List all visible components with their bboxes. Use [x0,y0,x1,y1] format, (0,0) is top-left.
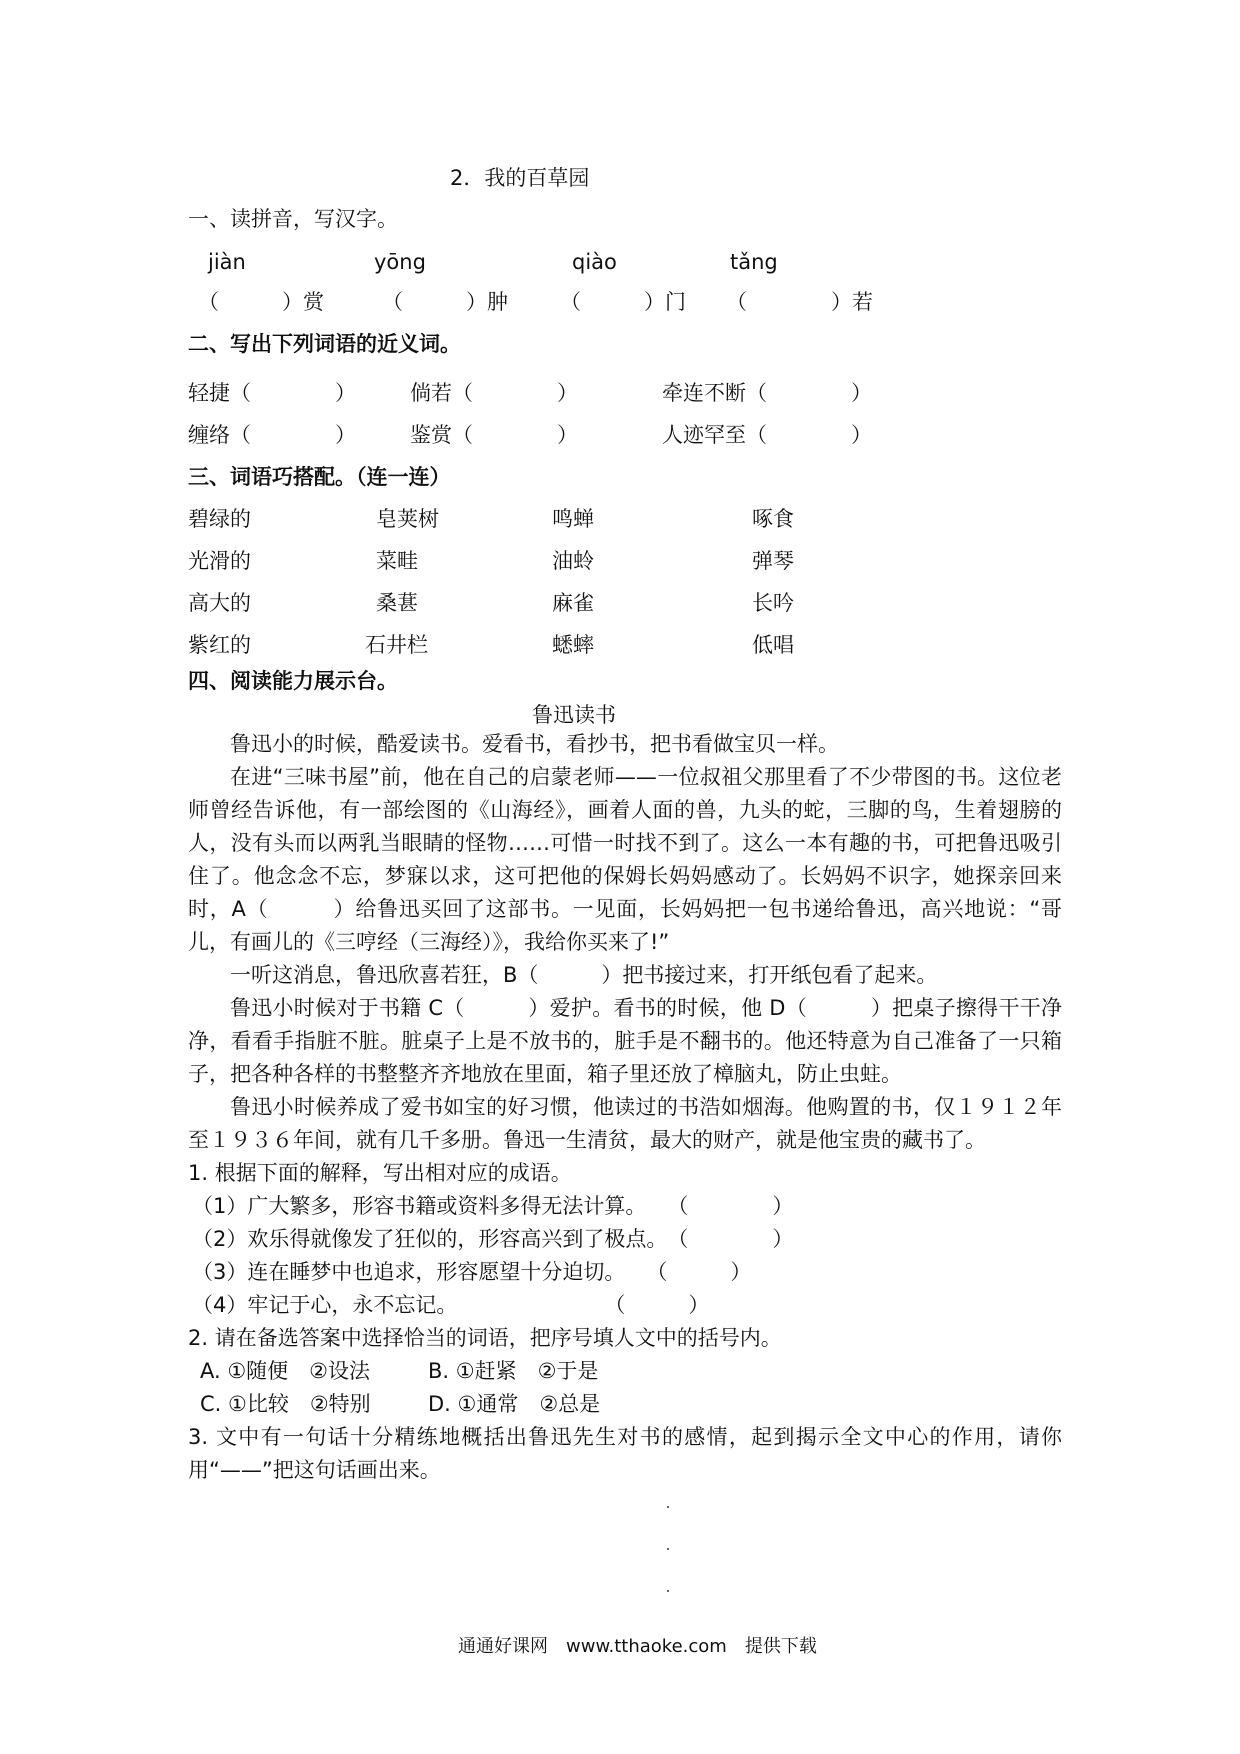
match-item: 菜畦 [376,549,418,573]
match-item: 麻雀 [552,591,594,615]
match-item: 弹琴 [752,549,794,573]
question-2: 2. 请在备选答案中选择恰当的词语，把序号填人文中的括号内。 [188,1326,782,1350]
pinyin-3: qiào [572,250,617,274]
footer-text: 通通好课网 www.tthaoke.com 提供下载 [458,1636,817,1657]
question-1-item: （1）广大繁多，形容书籍或资料多得无法计算。 （ ） [192,1194,794,1218]
question-1-item: （4）牢记于心，永不忘记。 （ ） [192,1293,710,1317]
question-1-item: （3）连在睡梦中也追求，形容愿望十分迫切。 （ ） [192,1260,752,1284]
passage-paragraph-5: 鲁迅小时候养成了爱书如宝的好习惯，他读过的书浩如烟海。他购置的书，仅１９１２年至１９３６年间，就有几千多册。鲁迅一生清贫，最大的财产，就是他宝贵的藏书了。 [188,1095,1062,1152]
match-item: 光滑的 [188,549,251,573]
passage-paragraph-1: 鲁迅小的时候，酷爱读书。爱看书，看抄书，把书看做宝贝一样。 [230,732,839,756]
pinyin-4: tǎng [730,250,778,274]
match-item: 鸣蝉 [552,507,594,531]
match-item: 桑葚 [376,591,418,615]
blank-2: （ ）肿 [382,290,508,314]
match-item: 油蛉 [552,549,594,573]
synonym-2: 倘若（ ） [410,381,578,405]
passage-title: 鲁迅读书 [532,703,616,727]
synonym-1: 轻捷（ ） [188,381,356,405]
match-item: 低唱 [752,633,794,657]
question-3: 3. 文中有一句话十分精练地概括出鲁迅先生对书的感情，起到揭示全文中心的作用，请你用“——”把这句话画出来。 [188,1425,1062,1482]
section1-heading: 一、读拼音，写汉字。 [188,207,398,231]
passage-paragraph-3: 一听这消息，鲁迅欣喜若狂，B（ ）把书接过来，打开纸包看了起来。 [230,963,938,987]
option-d: D. ①通常 ②总是 [428,1392,601,1416]
blank-4: （ ）若 [726,290,873,314]
match-item: 高大的 [188,591,251,615]
match-item: 石井栏 [365,633,428,657]
match-item: 紫红的 [188,633,251,657]
blank-1: （ ）赏 [198,290,324,314]
scan-dot [667,1506,669,1508]
section4-heading: 四、阅读能力展示台。 [188,669,398,693]
synonym-6: 人迹罕至（ ） [662,423,872,447]
section3-heading: 三、词语巧搭配。（连一连） [188,465,451,489]
option-c: C. ①比较 ②特别 [200,1392,371,1416]
passage-paragraph-4: 鲁迅小时候对于书籍 C（ ）爱护。看书的时候，他 D（ ）把桌子擦得干干净净，看看手指脏不脏。脏桌子上是不放书的，脏手是不翻书的。他还特意为自己准备了一只箱子，把各种各样的书整整齐齐地放在里面，箱子里还放了樟脑丸，防止虫蛀。 [188,996,1062,1086]
match-item: 啄食 [752,507,794,531]
option-a: A. ①随便 ②设法 [200,1359,370,1383]
synonym-4: 缠络（ ） [188,423,356,447]
pinyin-1: jiàn [208,250,246,274]
match-item: 蟋蟀 [552,633,594,657]
synonym-5: 鉴赏（ ） [410,423,578,447]
question-1-item: （2）欢乐得就像发了狂似的，形容高兴到了极点。 （ ） [192,1227,794,1251]
scan-dot [667,1548,669,1550]
match-item: 长吟 [752,591,794,615]
match-item: 皂荚树 [376,507,439,531]
question-1: 1. 根据下面的解释，写出相对应的成语。 [188,1161,572,1185]
section2-heading: 二、写出下列词语的近义词。 [188,332,461,356]
blank-3: （ ）门 [560,290,686,314]
match-item: 碧绿的 [188,507,251,531]
option-b: B. ①赶紧 ②于是 [428,1359,599,1383]
scan-dot [667,1590,669,1592]
page-title: 2．我的百草园 [450,166,590,190]
passage-paragraph-2: 在进“三味书屋”前，他在自己的启蒙老师——一位叔祖父那里看了不少带图的书。这位老师曾经告诉他，有一部绘图的《山海经》，画着人面的兽，九头的蛇，三脚的鸟，生着翅膀的人，没有头而以两乳当眼睛的怪物……可惜一时找不到了。这么一本有趣的书，可把鲁迅吸引住了。他念念不忘，梦寐以求，这可把他的保姆长妈妈感动了。长妈妈不识字，她探亲回来时，A（ ）给鲁迅买回了这部书。一见面，长妈妈把一包书递给鲁迅，高兴地说：“哥儿，有画儿的《三哼经（三海经）》，我给你买来了!” [188,765,1062,954]
pinyin-2: yōng [374,250,426,274]
synonym-3: 牵连不断（ ） [662,381,872,405]
